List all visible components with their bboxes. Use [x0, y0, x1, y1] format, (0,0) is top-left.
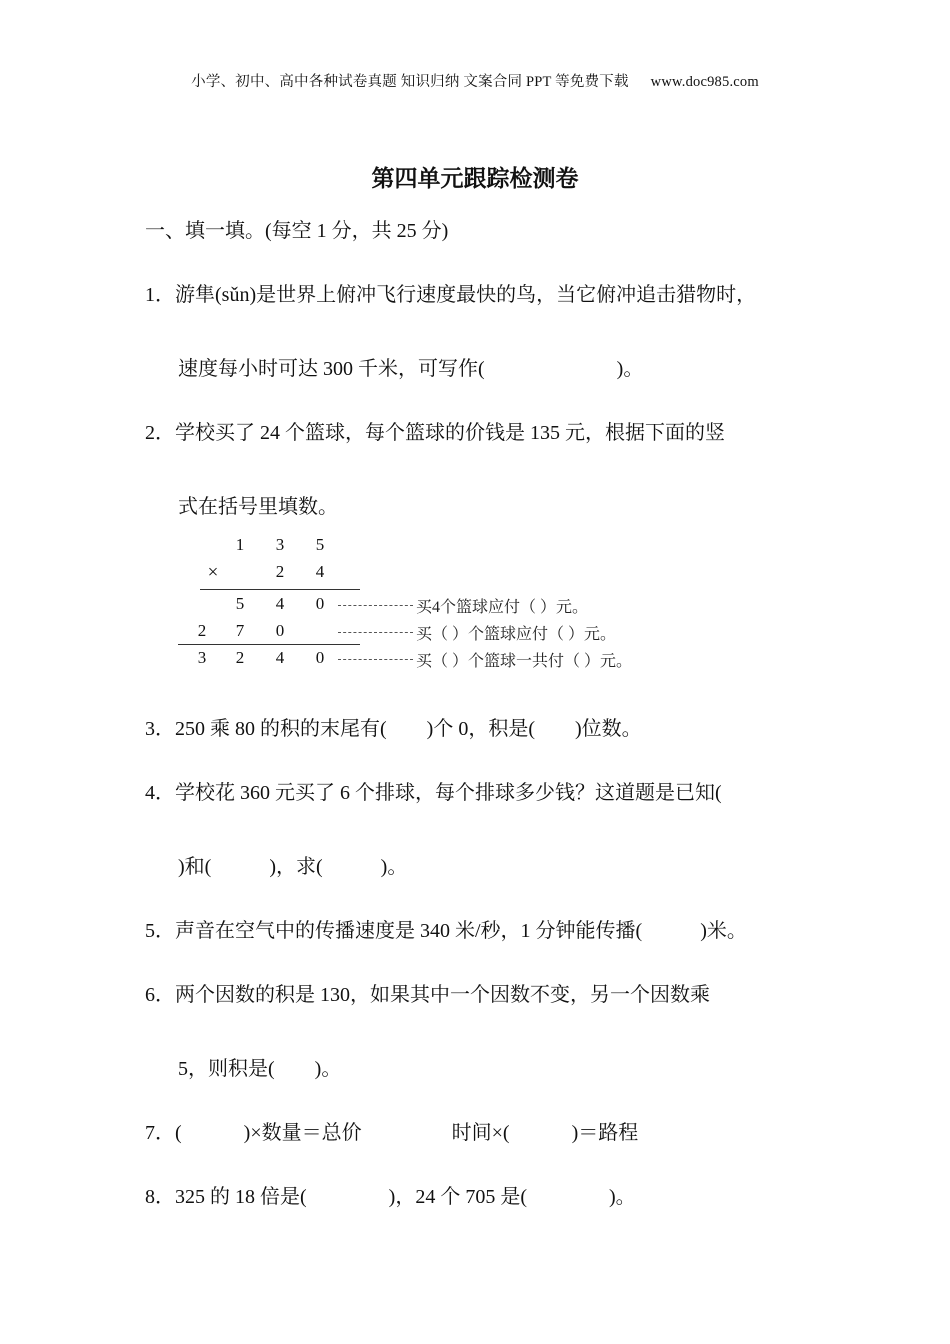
question-1-line-2: [178, 352, 643, 381]
note-2: 买（ ）个篮球应付（ ）元。: [416, 626, 617, 643]
q8-text-c: )。: [609, 1186, 636, 1208]
page-header: [0, 70, 950, 91]
q1-text-b: )。: [616, 358, 644, 380]
digit: 4: [275, 648, 285, 667]
q8-text-b: )，24 个 705 是(: [388, 1186, 527, 1208]
digit: 4: [315, 562, 325, 581]
dotted-leader: [338, 605, 413, 606]
digit: 7: [235, 621, 245, 640]
question-2-line-1: 2．学校买了 24 个篮球，每个篮球的价钱是 135 元，根据下面的竖: [145, 422, 725, 444]
dotted-leader: [338, 632, 413, 633]
q3-text-b: )个 0，积是(: [426, 718, 535, 740]
q7-text-a: 7．(: [145, 1122, 182, 1144]
question-5: [145, 914, 747, 943]
q6-text-a: 5，则积是(: [178, 1058, 275, 1080]
q7-text-c: 时间×(: [451, 1122, 510, 1144]
q4-text-a: )和(: [178, 856, 212, 878]
digit: 4: [275, 594, 285, 613]
q1-text-a: 速度每小时可达 300 千米，可写作(: [178, 358, 485, 380]
note-1: 买4个篮球应付（ ）元。: [416, 599, 589, 616]
digit: 3: [275, 535, 285, 554]
question-7: [145, 1116, 638, 1145]
question-2-line-2: 式在括号里填数。: [178, 496, 338, 518]
q4-text-c: )。: [380, 856, 408, 878]
digit: 5: [315, 535, 325, 554]
q6-text-b: )。: [314, 1058, 342, 1080]
question-4-line-1: 4．学校花 360 元买了 6 个排球，每个排球多少钱？这道题是已知(: [145, 782, 722, 804]
question-4-line-2: [178, 850, 407, 879]
q3-text-c: )位数。: [575, 718, 642, 740]
rule-line: [178, 644, 360, 645]
digit: 5: [235, 594, 245, 613]
q4-text-b: )，求(: [269, 856, 323, 878]
digit: 2: [235, 648, 245, 667]
digit: 0: [315, 648, 325, 667]
page-title: 第四单元跟踪检测卷: [371, 166, 579, 192]
question-6-line-1: 6．两个因数的积是 130，如果其中一个因数不变，另一个因数乘: [145, 984, 710, 1006]
q7-text-d: )＝路程: [571, 1122, 639, 1144]
header-site: www.doc985.com: [650, 74, 759, 90]
dotted-leader: [338, 659, 413, 660]
question-6-line-2: [178, 1052, 341, 1081]
q3-text-a: 3．250 乘 80 的积的末尾有(: [145, 718, 387, 740]
note-3: 买（ ）个篮球一共付（ ）元。: [416, 653, 633, 670]
question-8: [145, 1180, 636, 1209]
digit: 1: [235, 535, 245, 554]
question-3: [145, 712, 642, 741]
times-sign: ×: [207, 562, 219, 583]
header-text: 小学、初中、高中各种试卷真题 知识归纳 文案合同 PPT 等免费下载: [191, 74, 629, 90]
q8-text-a: 8．325 的 18 倍是(: [145, 1186, 307, 1208]
question-1-line-1: 1．游隼(sǔn)是世界上俯冲飞行速度最快的鸟，当它俯冲追击猎物时，: [145, 284, 757, 306]
digit: 0: [315, 594, 325, 613]
section-heading: 一、填一填。(每空 1 分，共 25 分): [145, 220, 449, 242]
vertical-multiplication: [170, 532, 870, 682]
digit: 2: [275, 562, 285, 581]
rule-line: [200, 589, 360, 590]
digit: 3: [197, 648, 207, 667]
q5-text-a: 5．声音在空气中的传播速度是 340 米/秒，1 分钟能传播(: [145, 920, 643, 942]
digit: 0: [275, 621, 285, 640]
digit: 2: [197, 621, 207, 640]
q5-text-b: )米。: [700, 920, 747, 942]
q7-text-b: )×数量＝总价: [243, 1122, 362, 1144]
